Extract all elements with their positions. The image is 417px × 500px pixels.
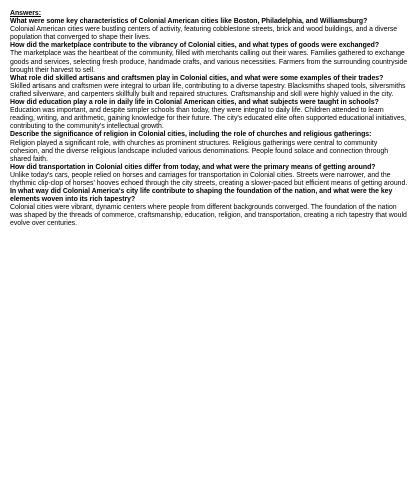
question-1: What were some key characteristics of Colonial American cities like Boston, Philadelphia, and Williamsburg? — [10, 18, 368, 26]
answer-3: Skilled artisans and craftsmen were integral to urban life, contributing to a diverse tapestry. Blacksmiths shaped tools, silversmiths crafted silverware, and carpenters skillfully built and repaired structures. Craftsmanship and skill were highly valued in the city. — [10, 82, 406, 98]
answer-2: The marketplace was the heartbeat of the community, filled with merchants calling out their wares. Families gathered to exchange goods and services, selecting fresh produce, handmade crafts, and various necessities. Farmers from the surrounding countryside brought their harvest to sell. — [10, 50, 408, 74]
question-2: How did the marketplace contribute to the vibrancy of Colonial cities, and what types of goods were exchanged? — [10, 42, 380, 50]
answer-5: Religion played a significant role, with churches as prominent structures. Religious gatherings were central to community cohesion, and the diverse religious landscape included various denominations. People found solace and connection through shared faith. — [10, 139, 389, 163]
question-5: Describe the significance of religion in Colonial cities, including the role of churches and religious gatherings: — [10, 131, 372, 139]
qa-item-3 — [10, 75, 408, 99]
question-4: How did education play a role in daily life in Colonial American cities, and what subjects were taught in schools? — [10, 99, 379, 107]
qa-item-6 — [10, 164, 408, 188]
qa-item-1 — [10, 18, 408, 42]
answers-document — [10, 10, 408, 229]
qa-item-7 — [10, 188, 408, 228]
qa-item-5 — [10, 131, 408, 163]
qa-item-2 — [10, 42, 408, 74]
answer-1: Colonial American cities were bustling centers of activity, featuring cobblestone streets, brick and wood buildings, and a diverse population that converged to shape their lives. — [10, 26, 398, 42]
answers-heading: Answers: — [10, 10, 42, 17]
question-7: In what way did Colonial America's city life contribute to shaping the foundation of the nation, and what were the key elements woven into its rich tapestry? — [10, 188, 393, 204]
answer-7: Colonial cities were vibrant, dynamic centers where people from different backgrounds converged. The foundation of the nation was shaped by the threads of commerce, craftsmanship, education, religion, and transportation, creating a rich tapestry that would evolve over centuries. — [10, 204, 407, 228]
answer-6: Unlike today's cars, people relied on horses and carriages for transportation in Colonial cities. Streets were narrower, and the rhythmic clip-clop of horses' hooves echoed through the city streets, creating a slower-paced but efficient means of getting around. — [10, 171, 408, 187]
qa-item-4 — [10, 99, 408, 131]
question-3: What role did skilled artisans and craftsmen play in Colonial cities, and what were some examples of their trades? — [10, 74, 384, 82]
question-6: How did transportation in Colonial cities differ from today, and what were the primary means of getting around? — [10, 163, 376, 171]
answer-4: Education was important, and despite simpler schools than today, they were integral to daily life. Children attended to learn reading, writing, and arithmetic, gaining knowledge for their future. The city's educated elite often supported educational initiatives, contributing to the community's intellectual growth. — [10, 107, 407, 131]
